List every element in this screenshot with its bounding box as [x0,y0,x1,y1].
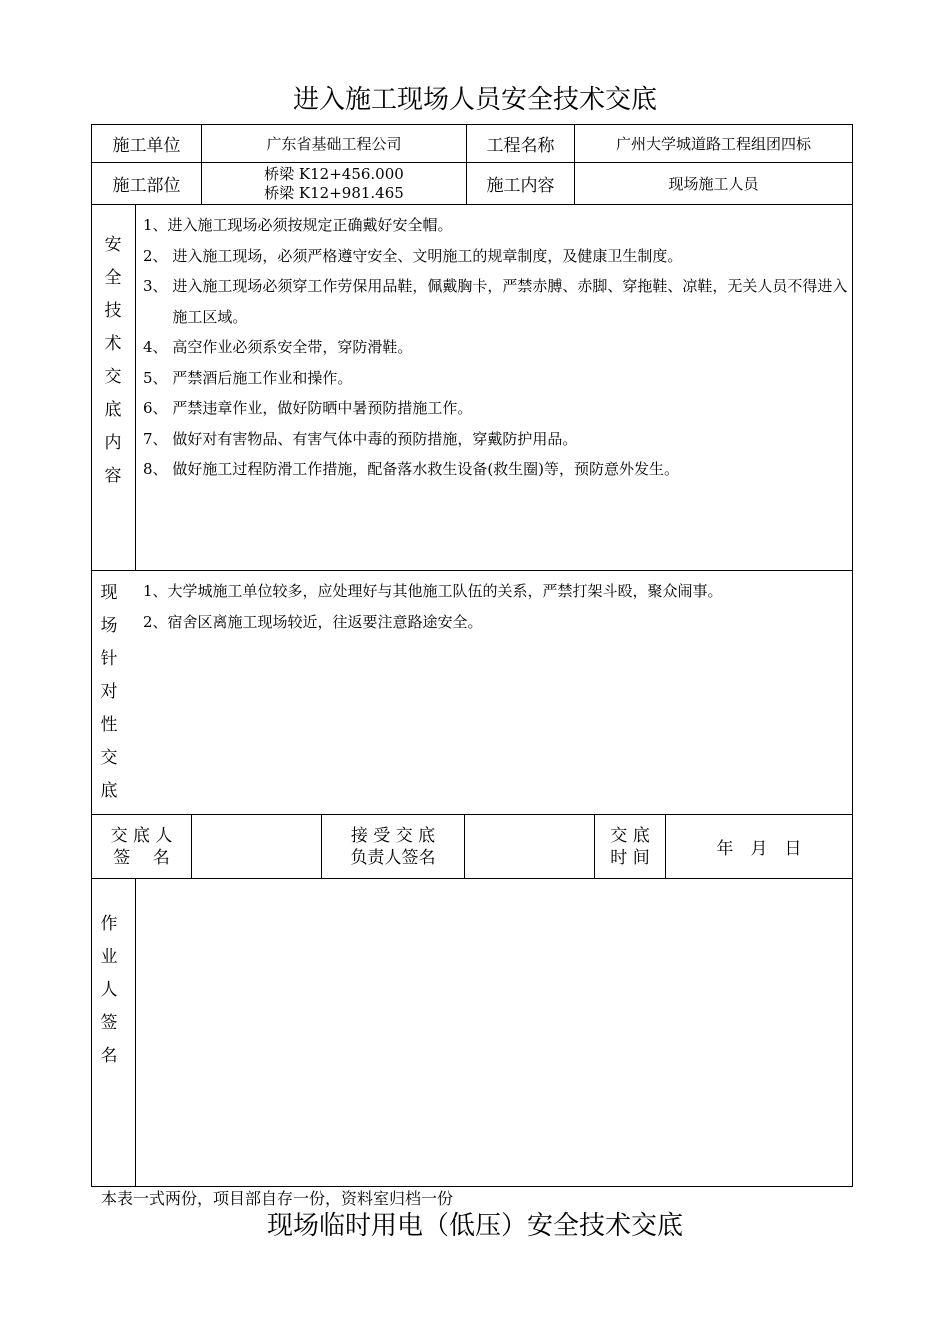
row-divider [91,570,853,571]
list-item: 1、 进入施工现场必须按规定正确戴好安全帽。 [143,216,453,234]
list-item: 2、 宿舍区离施工现场较近，往返要注意路途安全。 [143,612,483,631]
safety-items [143,210,848,485]
project-value: 广州大学城道路工程组团四标 [615,135,811,153]
list-item: 8、 做好施工过程防滑工作措施，配备落水救生设备(救生圈)等，预防意外发生。 [143,460,680,478]
label-char: 内 [104,433,122,453]
list-item: 4、 高空作业必须系安全带，穿防滑鞋。 [143,338,413,356]
list-item: 1、 大学城施工单位较多，应处理好与其他施工队伍的关系，严禁打架斗殴，聚众闹事。 [143,582,723,600]
label-char: 名 [100,1046,118,1066]
giver-signature-label: 交 底 人 签 名 [110,825,173,868]
label-char: 作 [100,914,118,934]
label-char: 性 [100,715,118,735]
col-divider [135,204,136,570]
unit-value: 广东省基础工程公司 [266,135,402,153]
content-value: 现场施工人员 [668,175,759,193]
label-char: 底 [104,400,122,420]
project-label: 工程名称 [486,136,555,156]
label-char: 业 [100,947,118,967]
label-char: 底 [100,781,118,801]
label-char: 签 [100,1013,118,1033]
label-char: 场 [100,616,118,636]
unit-label: 施工单位 [112,136,181,156]
safety-section-label [91,229,135,493]
receiver-signature-label: 接 受 交 底 负责人签名 [350,825,436,868]
list-item: 5、 严禁酒后施工作业和操作。 [143,368,353,387]
giver-signature-field[interactable] [192,815,321,878]
part-value-line1: 桥梁 K12+456.000 [264,164,404,183]
label-char: 安 [104,235,122,255]
label-char: 交 [104,367,122,387]
workers-section-label [87,908,131,1073]
label-char: 交 [100,748,118,768]
content-label: 施工内容 [486,176,555,196]
document-title: 进入施工现场人员安全技术交底 [292,85,657,115]
row-divider [91,204,853,205]
receiver-signature-field[interactable] [465,815,594,878]
site-items [143,576,848,637]
part-value-line2: 桥梁 K12+981.465 [264,183,404,202]
footer-note: 本表一式两份，项目部自存一份，资料室归档一份 [101,1189,454,1208]
workers-signature-area[interactable] [136,879,852,1186]
label-char: 针 [100,649,118,669]
label-char: 容 [104,466,122,486]
next-document-title: 现场临时用电（低压）安全技术交底 [266,1211,683,1241]
label-char: 技 [104,301,122,321]
briefing-time-label: 交 底 时 间 [610,825,650,868]
briefing-date-field[interactable]: 年 月 日 [716,839,802,859]
list-item: 7、 做好对有害物品、有害气体中毒的预防措施，穿戴防护用品。 [143,429,578,448]
part-label: 施工部位 [112,176,181,196]
list-item: 2、 进入施工现场，必须严格遵守安全、文明施工的规章制度，及健康卫生制度。 [143,246,683,265]
label-char: 全 [104,268,122,288]
site-section-label [87,577,131,808]
label-char: 术 [104,334,122,354]
list-item: 6、 严禁违章作业，做好防晒中暑预防措施工作。 [143,399,473,417]
label-char: 人 [100,980,118,1000]
list-item: 3、 进入施工现场必须穿工作劳保用品鞋，佩戴胸卡，严禁赤膊、赤脚、穿拖鞋、凉鞋，无关人员不得进入施工区域。 [143,277,848,326]
label-char: 现 [100,583,118,603]
label-char: 对 [100,682,118,702]
part-value [202,163,466,204]
